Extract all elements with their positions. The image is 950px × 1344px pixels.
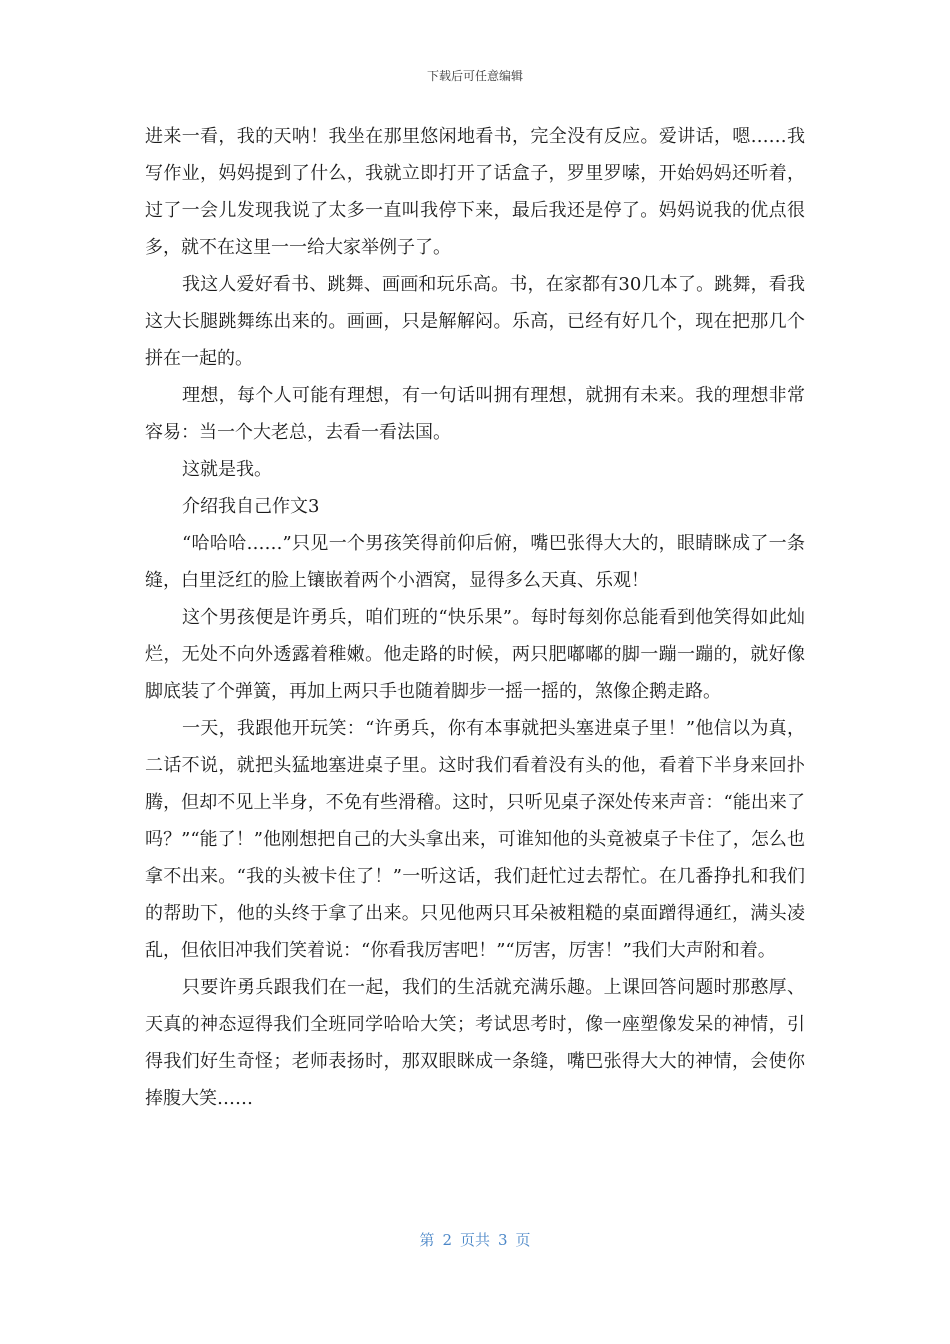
footer-total-pages: 3	[498, 1231, 508, 1249]
paragraph: “哈哈哈……”只见一个男孩笑得前仰后俯，嘴巴张得大大的，眼睛眯成了一条缝，白里泛红的脸上镶嵌着两个小酒窝，显得多么天真、乐观！	[145, 533, 805, 591]
section-heading: 介绍我自己作文3	[182, 496, 320, 517]
footer-prefix: 第	[419, 1231, 435, 1249]
paragraph: 这个男孩便是许勇兵，咱们班的“快乐果”。每时每刻你总能看到他笑得如此灿烂，无处不向外透露着稚嫩。他走路的时候，两只肥嘟嘟的脚一蹦一蹦的，就好像脚底装了个弹簧，再加上两只手也随着脚步一摇一摇的，煞像企鹅走路。	[145, 607, 805, 702]
page-header: 下载后可任意编辑	[426, 69, 523, 83]
paragraph: 进来一看，我的天呐！我坐在那里悠闲地看书，完全没有反应。爱讲话，嗯……我写作业，妈妈提到了什么，我就立即打开了话盒子，罗里罗嗦，开始妈妈还听着，过了一会儿发现我说了太多一直叫我停下来，最后我还是停了。妈妈说我的优点很多，就不在这里一一给大家举例子了。	[145, 126, 805, 258]
document-body	[145, 118, 805, 1117]
paragraph: 只要许勇兵跟我们在一起，我们的生活就充满乐趣。上课回答问题时那憨厚、天真的神态逗得我们全班同学哈哈大笑；考试思考时，像一座塑像发呆的神情，引得我们好生奇怪；老师表扬时，那双眼眯成一条缝，嘴巴张得大大的神情，会使你捧腹大笑……	[145, 977, 805, 1109]
paragraph: 理想，每个人可能有理想，有一句话叫拥有理想，就拥有未来。我的理想非常容易：当一个大老总，去看一看法国。	[145, 385, 805, 443]
paragraph: 一天，我跟他开玩笑：“许勇兵，你有本事就把头塞进桌子里！”他信以为真，二话不说，就把头猛地塞进桌子里。这时我们看着没有头的他，看着下半身来回扑腾，但却不见上半身，不免有些滑稽。这时，只听见桌子深处传来声音：“能出来了吗？”“能了！”他刚想把自己的大头拿出来，可谁知他的头竟被桌子卡住了，怎么也拿不出来。“我的头被卡住了！”一听这话，我们赶忙过去帮忙。在几番挣扎和我们的帮助下，他的头终于拿了出来。只见他两只耳朵被粗糙的桌面蹭得通红，满头凌乱，但依旧冲我们笑着说：“你看我厉害吧！”“厉害，厉害！”我们大声附和着。	[145, 718, 805, 961]
paragraph: 这就是我。	[182, 459, 272, 480]
footer-suffix: 页	[515, 1231, 531, 1249]
page-footer	[0, 1229, 950, 1250]
paragraph: 我这人爱好看书、跳舞、画画和玩乐高。书，在家都有30几本了。跳舞，看我这大长腿跳舞练出来的。画画，只是解解闷。乐高，已经有好几个，现在把那几个拼在一起的。	[145, 274, 805, 369]
footer-middle: 页共	[459, 1231, 490, 1249]
footer-current-page: 2	[442, 1231, 452, 1249]
